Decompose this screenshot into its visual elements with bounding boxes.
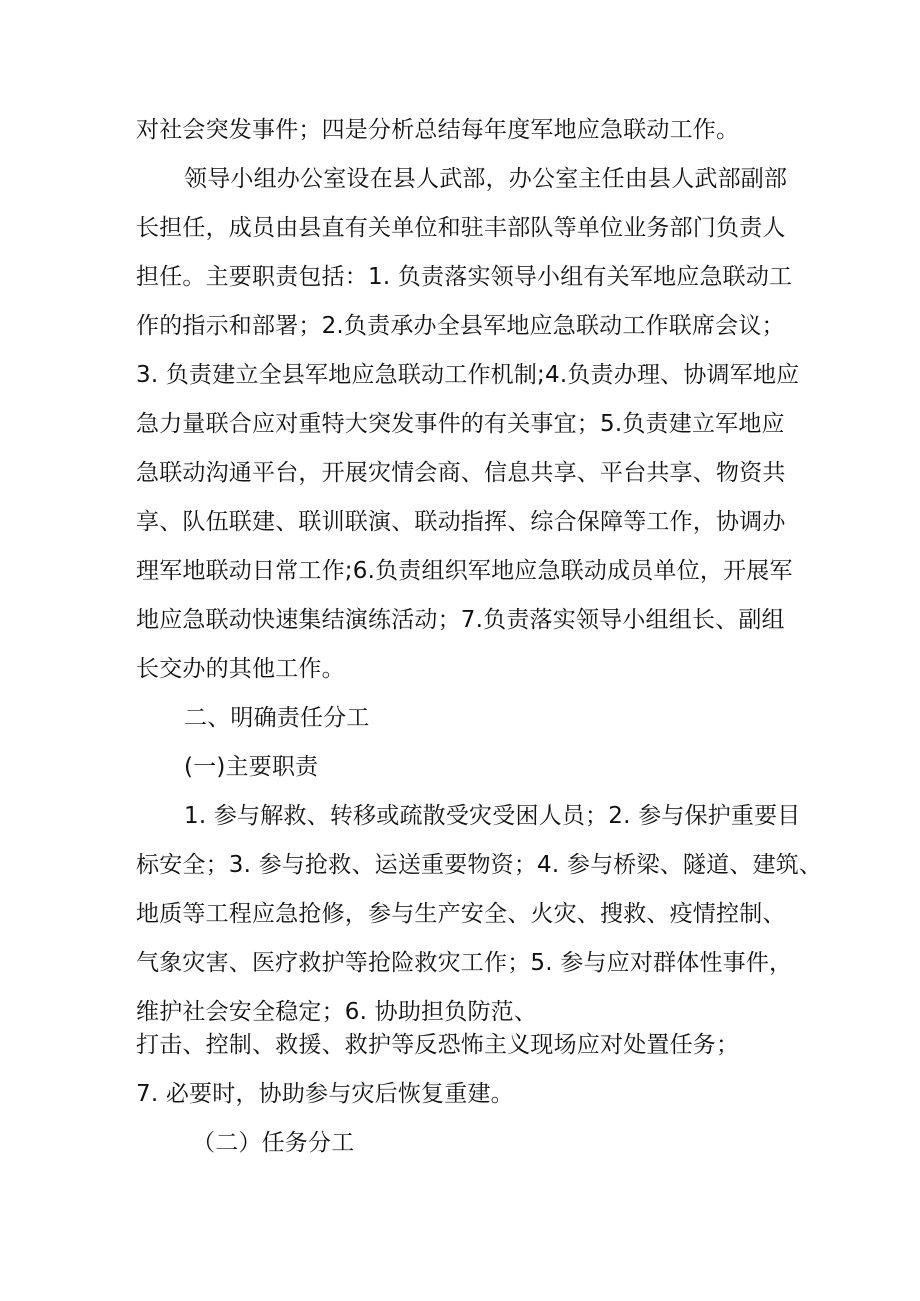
body-line: 长交办的其他工作。 (136, 656, 345, 682)
body-line: 标安全；3. 参与抢救、运送重要物资；4. 参与桥梁、隧道、建筑、 (136, 852, 823, 878)
subsection-heading: (一)主要职责 (184, 754, 319, 780)
body-line: 对社会突发事件；四是分析总结每年度军地应急联动工作。 (136, 117, 740, 143)
body-line: 维护社会安全稳定；6. 协助担负防范、 (136, 999, 538, 1025)
body-line: 长担任，成员由县直有关单位和驻丰部队等单位业务部门负责人 (136, 215, 786, 241)
body-line: 1. 参与解救、转移或疏散受灾受困人员；2. 参与保护重要目 (184, 803, 801, 829)
body-line: 7. 必要时，协助参与灾后恢复重建。 (136, 1081, 514, 1107)
body-line: 气象灾害、医疗救护等抢险救灾工作；5. 参与应对群体性事件， (136, 950, 793, 976)
body-line: 担任。主要职责包括：1. 负责落实领导小组有关军地应急联动工 (136, 264, 793, 290)
body-line: 地质等工程应急抢修，参与生产安全、火灾、搜救、疫情控制、 (136, 901, 786, 927)
body-line: 理军地联动日常工作;6.负责组织军地应急联动成员单位，开展军 (136, 558, 793, 584)
body-line: 领导小组办公室设在县人武部，办公室主任由县人武部副部 (184, 166, 788, 192)
body-line: 地应急联动快速集结演练活动；7.负责落实领导小组组长、副组 (136, 607, 785, 633)
body-line: 急力量联合应对重特大突发事件的有关事宜；5.负责建立军地应 (136, 411, 785, 437)
section-heading: 二、明确责任分工 (184, 705, 370, 731)
body-line: 打击、控制、救援、救护等反恐怖主义现场应对处置任务； (136, 1032, 740, 1058)
body-line: 急联动沟通平台，开展灾情会商、信息共享、平台共享、物资共 (136, 460, 786, 486)
body-line: 3. 负责建立全县军地应急联动工作机制;4.负责办理、协调军地应 (136, 362, 800, 388)
subsection-heading: （二）任务分工 (192, 1130, 355, 1156)
body-line: 作的指示和部署；2.负责承办全县军地应急联动工作联席会议； (136, 313, 785, 339)
body-line: 享、队伍联建、联训联演、联动指挥、综合保障等工作，协调办 (136, 509, 786, 535)
